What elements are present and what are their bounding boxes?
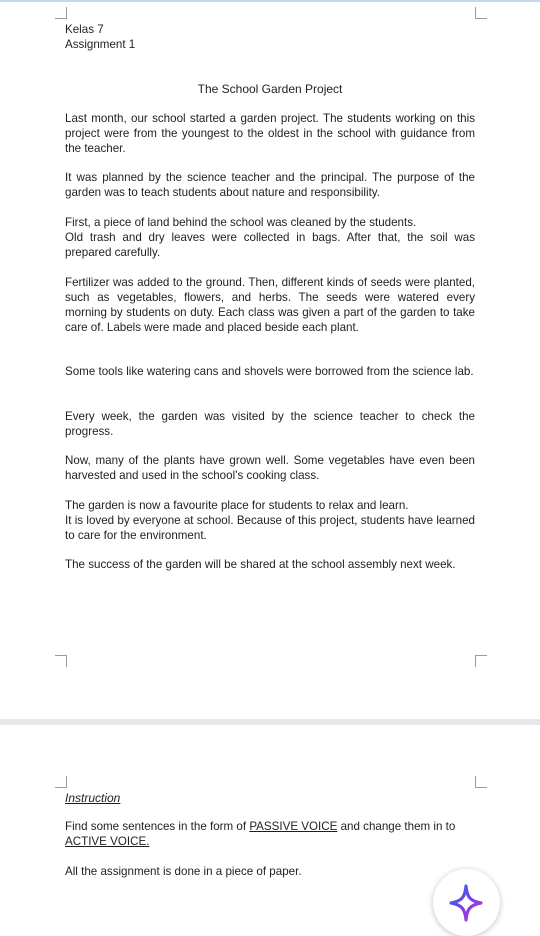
margin-mark-top-left — [55, 7, 67, 19]
paragraph-2: It was planned by the science teacher and the principal. The purpose of the garden was to teach students about nature and responsibility. — [65, 171, 475, 199]
paragraph-5: Some tools like watering cans and shovels were borrowed from the science lab. — [65, 365, 474, 378]
paragraph-3: First, a piece of land behind the school was cleaned by the students. Old trash and dry leaves were collected in bags. After that, the soil was prepared carefully. — [65, 216, 475, 259]
document-title: The School Garden Project — [197, 82, 343, 96]
margin-mark-top-right — [475, 7, 487, 19]
document-page-1 — [0, 2, 540, 719]
sparkle-icon — [449, 884, 483, 922]
instruction-title: Instruction — [65, 791, 121, 805]
paragraph-8: The garden is now a favourite place for students to relax and learn. It is loved by everyone at school. Because of this project, students have learned to care for the environment. — [65, 499, 475, 542]
margin-mark-bottom-left — [55, 655, 67, 667]
class-label: Kelas 7 — [65, 23, 104, 36]
margin-mark-top-left — [55, 776, 67, 788]
paragraph-4: Fertilizer was added to the ground. Then, different kinds of seeds were planted, such as vegetables, flowers, and herbs. The seeds were watered every morning by students on duty. Each class was given a part of the garden to take care of. Labels were made and placed beside each plant. — [65, 276, 475, 334]
instruction-note: All the assignment is done in a piece of paper. — [65, 865, 302, 878]
margin-mark-top-right — [475, 776, 487, 788]
instruction-text-start: Find some sentences in the form of — [65, 820, 250, 833]
instruction-text — [65, 820, 475, 850]
passive-voice-term: PASSIVE VOICE — [249, 820, 338, 833]
paragraph-9: The success of the garden will be shared at the school assembly next week. — [65, 558, 456, 571]
instruction-text-middle: and change them in to — [337, 820, 456, 833]
active-voice-term: ACTIVE VOICE. — [65, 834, 150, 848]
assignment-label: Assignment 1 — [65, 38, 136, 51]
margin-mark-bottom-right — [475, 655, 487, 667]
paragraph-7: Now, many of the plants have grown well. Some vegetables have even been harvested and used in the school’s cooking class. — [65, 454, 475, 482]
paragraph-1: Last month, our school started a garden project. The students working on this project were from the youngest to the oldest in the school with guidance from the teacher. — [65, 112, 475, 155]
paragraph-6: Every week, the garden was visited by the science teacher to check the progress. — [65, 410, 475, 438]
